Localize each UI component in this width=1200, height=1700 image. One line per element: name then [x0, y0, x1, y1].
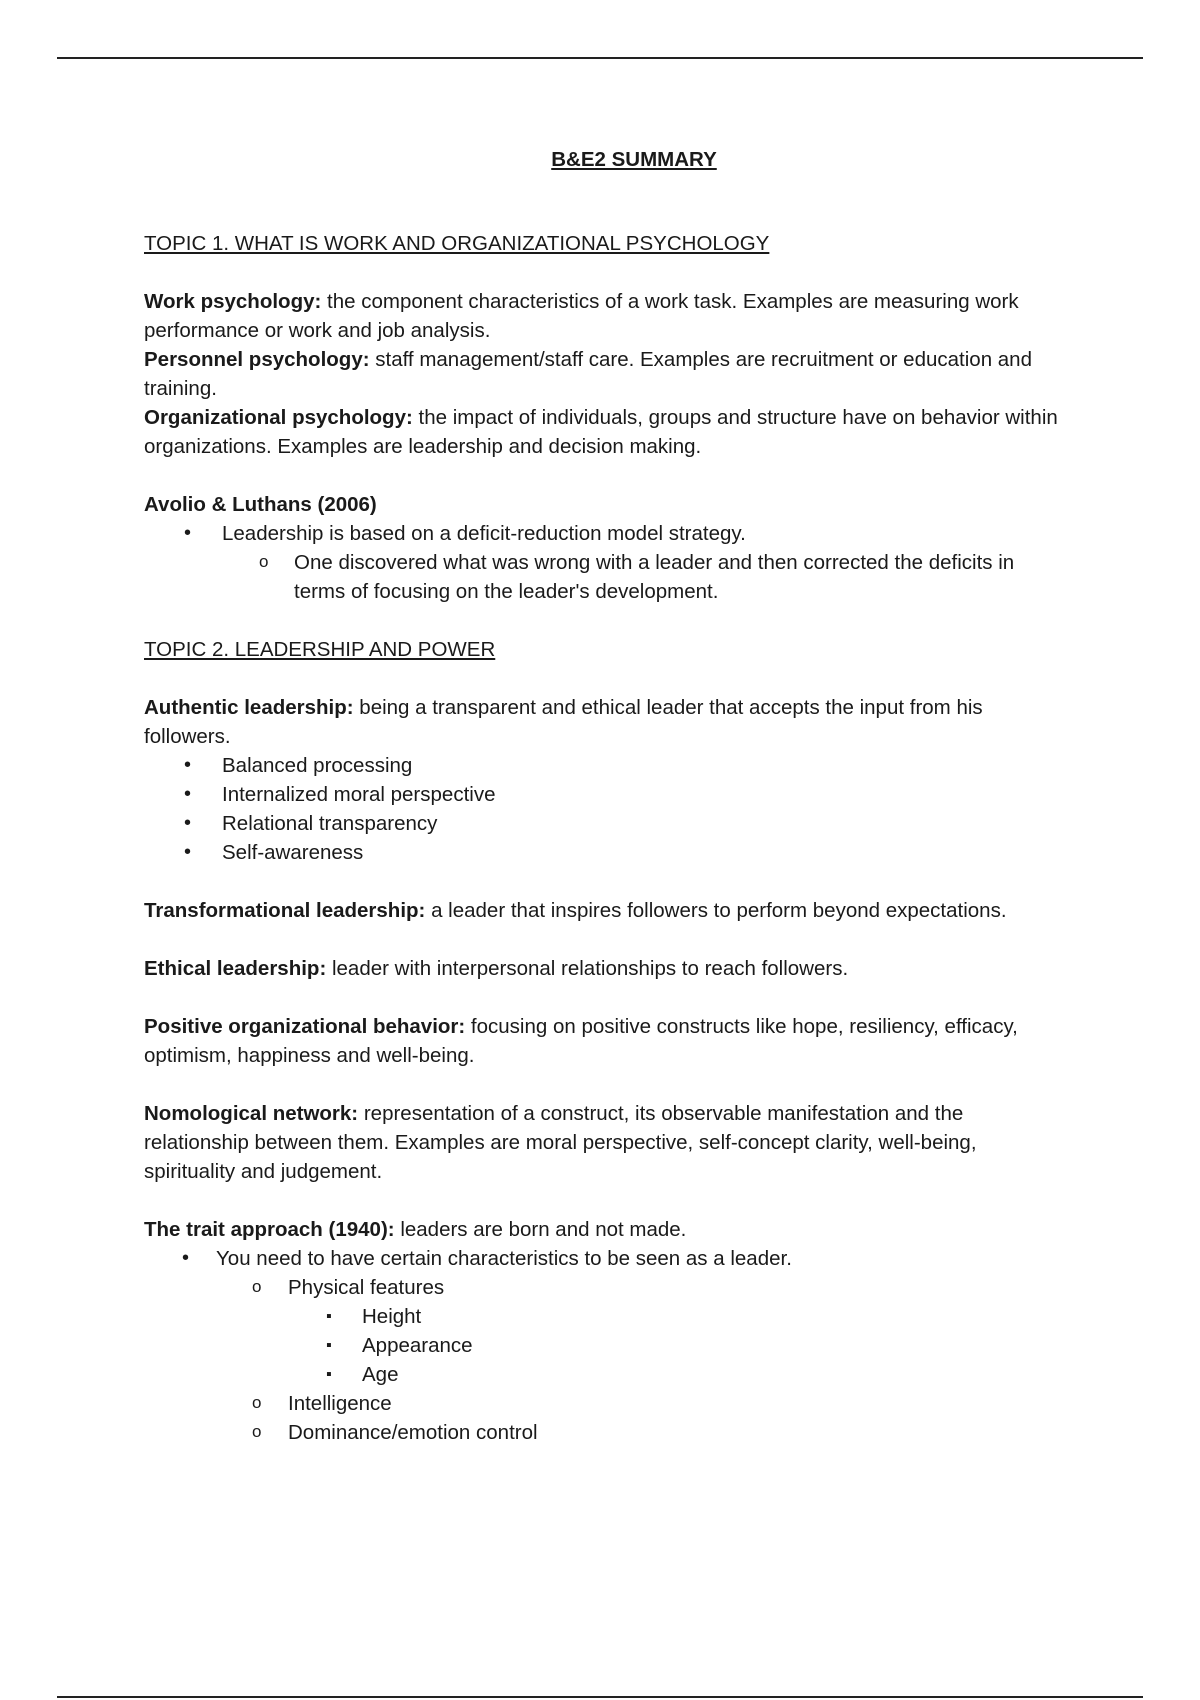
definition-personnel-psychology [144, 345, 1064, 403]
list-item: • Relational transparency [144, 809, 1064, 838]
definition-authentic-leadership [144, 693, 1064, 751]
avolio-heading-text: Avolio & Luthans (2006) [144, 493, 377, 516]
avolio-list [144, 519, 1064, 606]
term: Organizational psychology: [144, 406, 413, 429]
trait-list [144, 1244, 1064, 1447]
term: Nomological network: [144, 1102, 359, 1125]
definition-text: leader with interpersonal relationships to reach followers. [326, 957, 849, 980]
list-subsubitem: ▪ Age [144, 1360, 1064, 1389]
term: Transformational leadership: [144, 899, 426, 922]
definition-text: being a transparent and ethical leader that accepts the input from his followers. [144, 696, 983, 748]
definition-organizational-psychology [144, 403, 1064, 461]
list-subsubitem: ▪ Height [144, 1302, 1064, 1331]
list-subitem: o Physical features [144, 1273, 1064, 1302]
topic1-heading: TOPIC 1. WHAT IS WORK AND ORGANIZATIONAL PSYCHOLOGY [144, 232, 770, 255]
definition-trait-approach [144, 1215, 1064, 1244]
list-item: • Internalized moral perspective [144, 780, 1064, 809]
list-item: • Balanced processing [144, 751, 1064, 780]
list-subitem: o Intelligence [144, 1389, 1064, 1418]
definition-text: the impact of individuals, groups and structure have on behavior within organizations. Examples are leadership and decision making. [144, 406, 1058, 458]
term: Authentic leadership: [144, 696, 354, 719]
definition-ethical-leadership [144, 954, 1064, 983]
definition-transformational-leadership [144, 896, 1064, 925]
term: Ethical leadership: [144, 957, 327, 980]
definition-text: focusing on positive constructs like hope, resiliency, efficacy, optimism, happiness and well-being. [144, 1015, 1018, 1067]
document-title: B&E2 SUMMARY [551, 148, 717, 171]
definition-nomological-network [144, 1099, 1064, 1186]
definition-text: leaders are born and not made. [394, 1218, 687, 1241]
header-rule [57, 57, 1143, 59]
list-subitem: o Dominance/emotion control [144, 1418, 1064, 1447]
term: The trait approach (1940): [144, 1218, 395, 1241]
definition-text: the component characteristics of a work task. Examples are measuring work performance or work and job analysis. [144, 290, 1019, 342]
term: Positive organizational behavior: [144, 1015, 466, 1038]
document-page [144, 140, 1064, 1447]
definition-text: representation of a construct, its observable manifestation and the relationship between them. Examples are moral perspective, self-concept clarity, well-being, spirituality and judgement. [144, 1102, 977, 1183]
list-subitem: o One discovered what was wrong with a leader and then corrected the deficits in terms of focusing on the leader's development. [144, 548, 1064, 606]
avolio-heading [144, 490, 1064, 519]
definition-work-psychology [144, 287, 1064, 345]
definition-positive-organizational-behavior [144, 1012, 1064, 1070]
definition-text: staff management/staff care. Examples are recruitment or education and training. [144, 348, 1032, 400]
topic2-heading: TOPIC 2. LEADERSHIP AND POWER [144, 638, 496, 661]
term: Work psychology: [144, 290, 322, 313]
list-subsubitem: ▪ Appearance [144, 1331, 1064, 1360]
definition-text: a leader that inspires followers to perform beyond expectations. [425, 899, 1007, 922]
list-item: • Leadership is based on a deficit-reduction model strategy. [144, 519, 1064, 548]
list-item: • Self-awareness [144, 838, 1064, 867]
term: Personnel psychology: [144, 348, 370, 371]
footer-rule [57, 1696, 1143, 1698]
list-item: • You need to have certain characteristics to be seen as a leader. [144, 1244, 1064, 1273]
authentic-list [144, 751, 1064, 867]
